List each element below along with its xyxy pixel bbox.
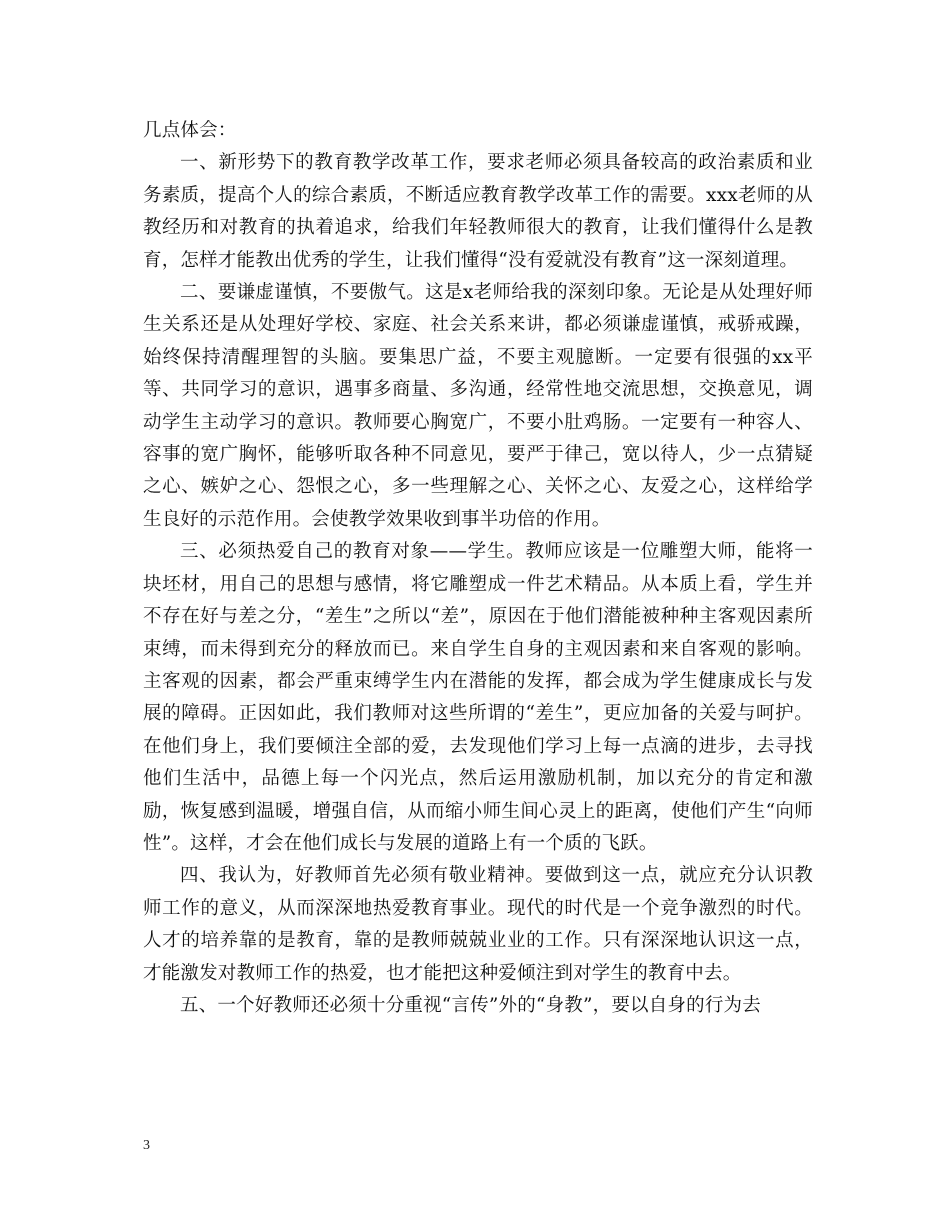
- paragraph-point-five: 五、一个好教师还必须十分重视“言传”外的“身教”，要以自身的行为去: [180, 994, 761, 1016]
- paragraph-point-two: 二、要谦虚谨慎，不要傲气。这是x老师给我的深刻印象。无论是从处理好师生关系还是从处理好学校、家庭、社会关系来讲，都必须谦虚谨慎，戒骄戒躁，始终保持清醒理智的头脑。要集思广益，不要主观臆断。一定要有很强的xx平等、共同学习的意识，遇事多商量、多沟通，经常性地交流思想，交换意见，调动学生主动学习的意识。教师要心胸宽广，不要小肚鸡肠。一定要有一种容人、容事的宽广胸怀，能够听取各种不同意见，要严于律己，宽以待人，少一点猜疑之心、嫉妒之心、怨恨之心，多一些理解之心、关怀之心、友爱之心，这样给学生良好的示范作用。会使教学效果收到事半功倍的作用。: [143, 282, 813, 530]
- paragraph-point-one: 一、新形势下的教育教学改革工作，要求老师必须具备较高的政治素质和业务素质，提高个人的综合素质，不断适应教育教学改革工作的需要。xxx老师的从教经历和对教育的执着追求，给我们年轻教师很大的教育，让我们懂得什么是教育，怎样才能教出优秀的学生，让我们懂得“没有爱就没有教育”这一深刻道理。: [143, 152, 813, 271]
- paragraph-intro: 几点体会：: [143, 120, 237, 141]
- page-number: 3: [143, 1138, 150, 1153]
- document-body: [143, 115, 813, 1022]
- paragraph-point-three: 三、必须热爱自己的教育对象——学生。教师应该是一位雕塑大师，能将一块坯材，用自己的思想与感情，将它雕塑成一件艺术精品。从本质上看，学生并不存在好与差之分，“差生”之所以“差”，原因在于他们潜能被种种主客观因素所束缚，而未得到充分的释放而已。来自学生自身的主观因素和来自客观的影响。主客观的因素，都会严重束缚学生内在潜能的发挥，都会成为学生健康成长与发展的障碍。正因如此，我们教师对这些所谓的“差生”，更应加备的关爱与呵护。在他们身上，我们要倾注全部的爱，去发现他们学习上每一点滴的进步，去寻找他们生活中，品德上每一个闪光点，然后运用激励机制，加以充分的肯定和激励，恢复感到温暖，增强自信，从而缩小师生间心灵上的距离，使他们产生“向师性”。这样，才会在他们成长与发展的道路上有一个质的飞跃。: [143, 541, 813, 854]
- paragraph-point-four: 四、我认为，好教师首先必须有敬业精神。要做到这一点，就应充分认识教师工作的意义，从而深深地热爱教育事业。现代的时代是一个竞争激烈的时代。人才的培养靠的是教育，靠的是教师兢兢业业的工作。只有深深地认识这一点，才能激发对教师工作的热爱，也才能把这种爱倾注到对学生的教育中去。: [143, 865, 813, 984]
